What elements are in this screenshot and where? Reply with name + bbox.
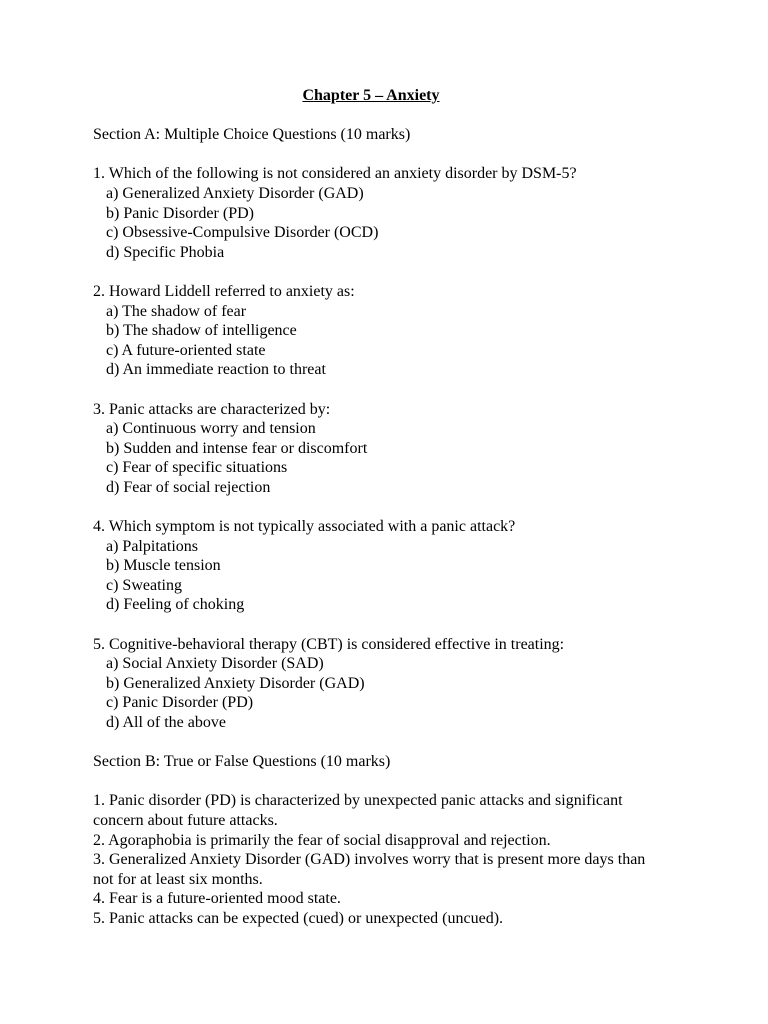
answer-option: b) Sudden and intense fear or discomfort <box>106 439 368 457</box>
question-text: 1. Which of the following is not considered an anxiety disorder by DSM-5? <box>93 165 577 183</box>
answer-option: c) Sweating <box>106 576 182 594</box>
answer-option: a) Palpitations <box>106 537 198 555</box>
true-false-list <box>93 791 683 928</box>
answer-option: b) Generalized Anxiety Disorder (GAD) <box>106 674 365 692</box>
mc-question <box>93 400 683 498</box>
mc-question <box>93 282 683 380</box>
answer-option: d) Fear of social rejection <box>106 478 271 496</box>
answer-option: c) Panic Disorder (PD) <box>106 694 254 712</box>
question-text: 2. Howard Liddell referred to anxiety as: <box>93 282 355 300</box>
document-title: Chapter 5 – Anxiety <box>302 87 440 104</box>
true-false-item: 1. Panic disorder (PD) is characterized by unexpected panic attacks and significant concern about future attacks. <box>93 792 623 829</box>
answer-option: b) Panic Disorder (PD) <box>106 204 254 222</box>
answer-option: d) An immediate reaction to threat <box>106 361 326 379</box>
answer-option: c) Fear of specific situations <box>106 459 288 477</box>
section-a-heading: Section A: Multiple Choice Questions (10 marks) <box>93 126 411 144</box>
question-text: 4. Which symptom is not typically associated with a panic attack? <box>93 518 516 536</box>
true-false-item: 4. Fear is a future-oriented mood state. <box>93 890 341 908</box>
answer-option: d) Feeling of choking <box>106 596 245 614</box>
answer-option: c) Obsessive-Compulsive Disorder (OCD) <box>106 224 379 242</box>
document-page <box>93 86 683 929</box>
true-false-item: 5. Panic attacks can be expected (cued) or unexpected (uncued). <box>93 909 504 927</box>
answer-option: d) All of the above <box>106 714 226 731</box>
mc-question <box>93 635 683 733</box>
section-b-heading: Section B: True or False Questions (10 marks) <box>93 753 391 771</box>
answer-option: d) Specific Phobia <box>106 243 225 261</box>
answer-option: b) The shadow of intelligence <box>106 322 297 340</box>
true-false-item: 3. Generalized Anxiety Disorder (GAD) involves worry that is present more days than not for at least six months. <box>93 851 646 888</box>
mc-question <box>93 517 683 615</box>
mc-question <box>93 164 683 262</box>
true-false-item: 2. Agoraphobia is primarily the fear of social disapproval and rejection. <box>93 831 551 849</box>
answer-option: a) Social Anxiety Disorder (SAD) <box>106 655 324 673</box>
question-text: 3. Panic attacks are characterized by: <box>93 400 331 418</box>
answer-option: a) The shadow of fear <box>106 302 247 320</box>
answer-option: a) Generalized Anxiety Disorder (GAD) <box>106 184 364 202</box>
answer-option: b) Muscle tension <box>106 557 221 575</box>
answer-option: c) A future-oriented state <box>106 341 266 359</box>
answer-option: a) Continuous worry and tension <box>106 420 316 438</box>
question-text: 5. Cognitive-behavioral therapy (CBT) is considered effective in treating: <box>93 635 565 653</box>
